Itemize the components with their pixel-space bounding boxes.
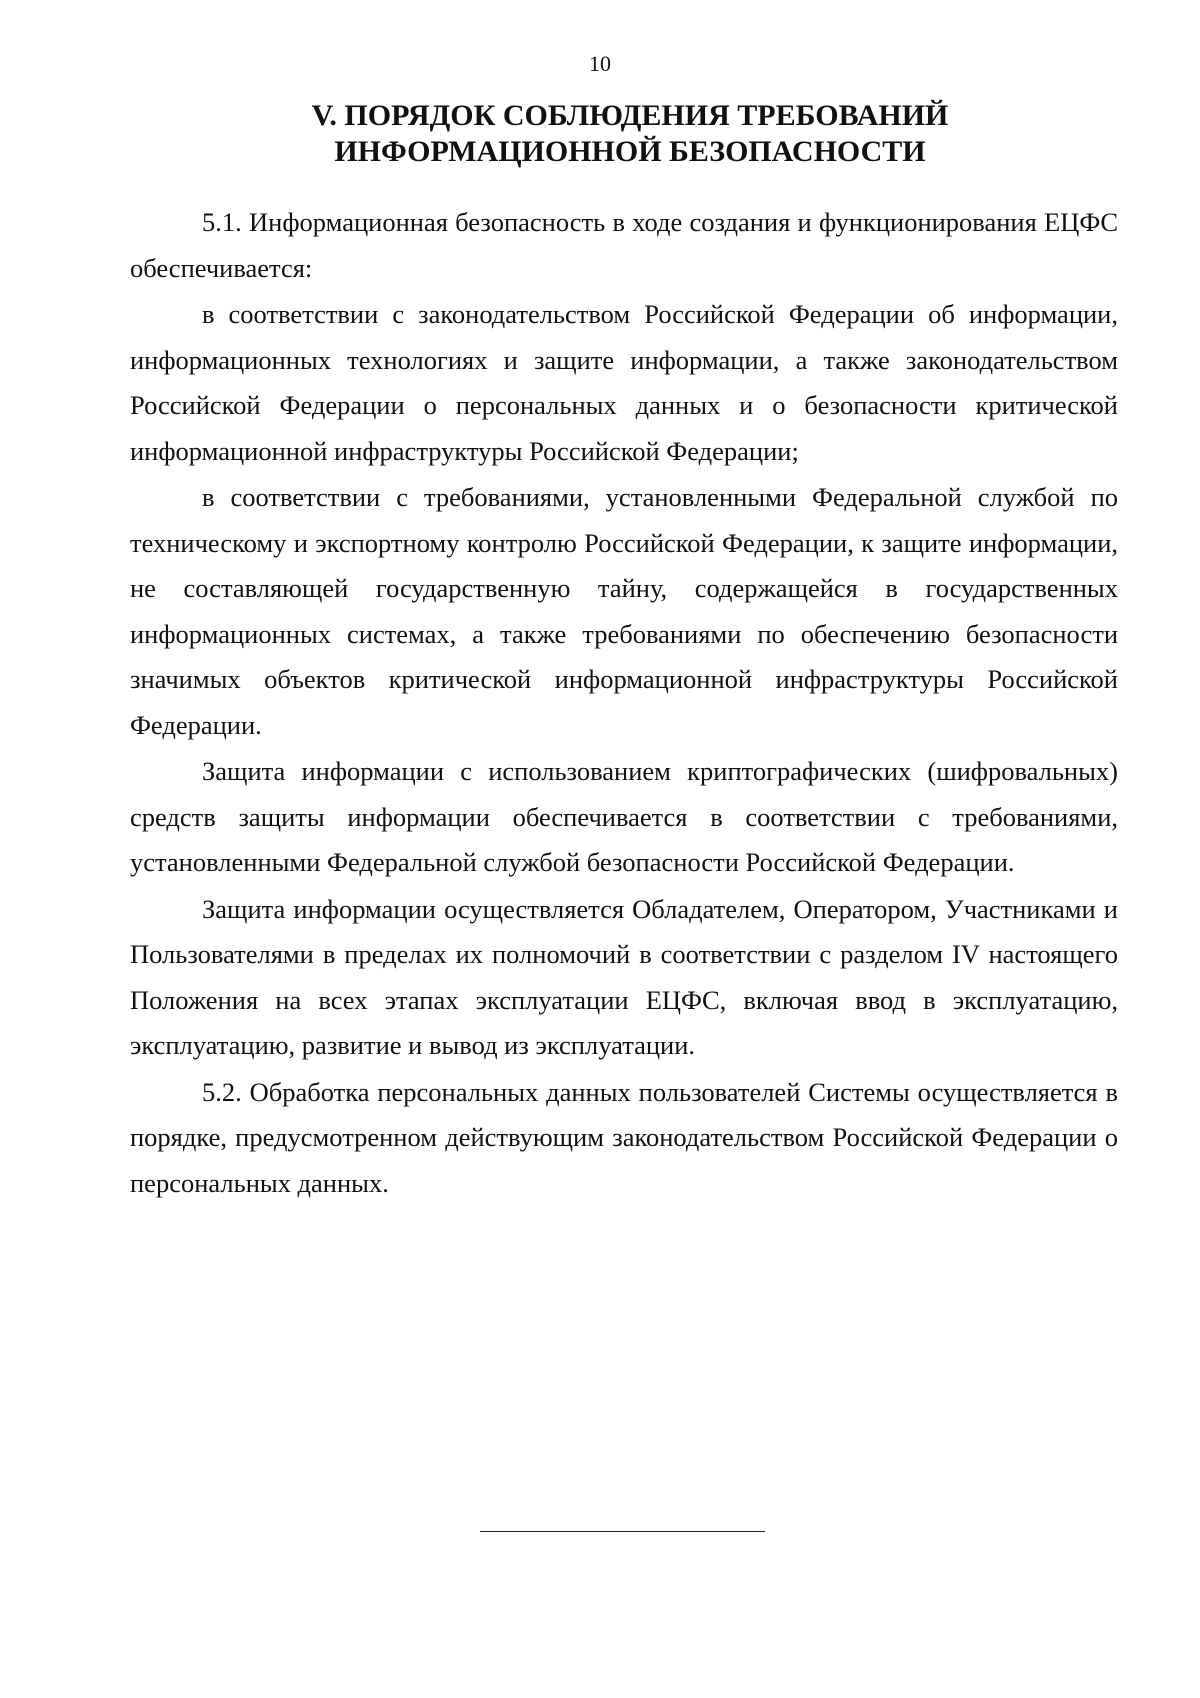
- section-title-line-1: V. ПОРЯДОК СОБЛЮДЕНИЯ ТРЕБОВАНИЙ: [311, 99, 949, 132]
- paragraph-5-2: 5.2. Обработка персональных данных пользователей Системы осуществляется в порядке, предусмотренном действующим законодательством Российской Федерации о персональных данных.: [130, 1076, 1118, 1198]
- section-body: [130, 200, 1118, 1206]
- paragraph-legislation: в соответствии с законодательством Российской Федерации об информации, информационных технологиях и защите информации, а также законодательством Российской Федерации о персональных данных и о безопасности критической информационной инфраструктуры Российской Федерации;: [130, 299, 1118, 466]
- section-title: [130, 98, 1130, 170]
- section-title-line-2: ИНФОРМАЦИОННОЙ БЕЗОПАСНОСТИ: [334, 135, 926, 168]
- page-number: 10: [589, 51, 611, 76]
- end-of-text-rule: [480, 1531, 765, 1532]
- paragraph-fstek-requirements: в соответствии с требованиями, установленными Федеральной службой по техническому и экспортному контролю Российской Федерации, к защите информации, не составляющей государственную тайну, содержащейся в государственных информационных системах, а также требованиями по обеспечению безопасности значимых объектов критической информационной инфраструктуры Российской Федерации.: [130, 482, 1118, 740]
- paragraph-crypto-protection: Защита информации с использованием криптографических (шифровальных) средств защиты информации обеспечивается в соответствии с требованиями, установленными Федеральной службой безопасности Российской Федерации.: [130, 756, 1118, 877]
- paragraph-protection-parties: Защита информации осуществляется Обладателем, Оператором, Участниками и Пользователями в пределах их полномочий в соответствии с разделом IV настоящего Положения на всех этапах эксплуатации ЕЦФС, включая ввод в эксплуатацию, эксплуатацию, развитие и вывод из эксплуатации.: [130, 893, 1118, 1060]
- paragraph-5-1: 5.1. Информационная безопасность в ходе создания и функционирования ЕЦФС обеспечивается:: [130, 207, 1118, 283]
